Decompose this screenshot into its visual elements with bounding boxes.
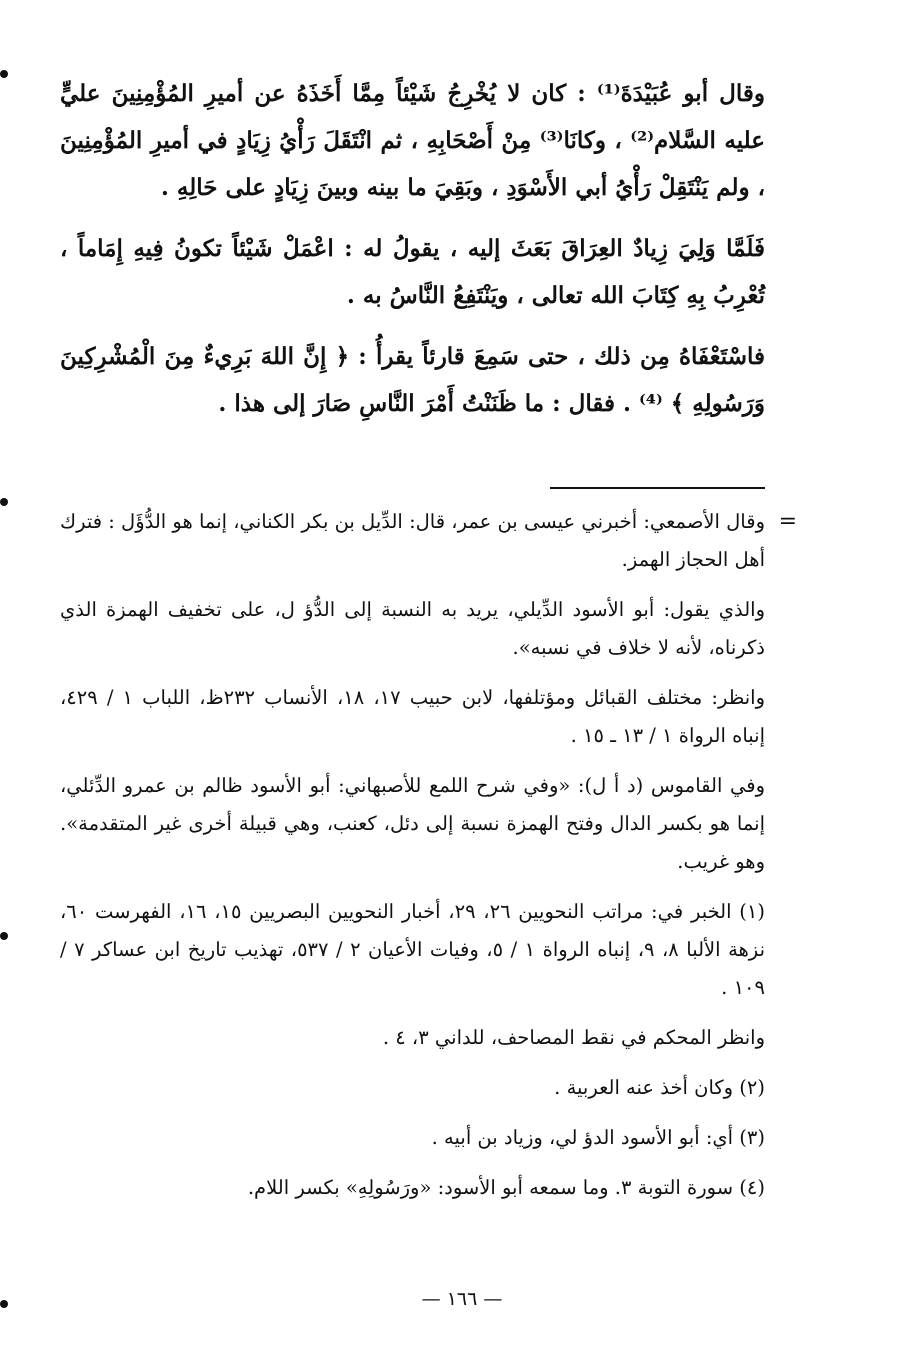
footnote-paragraph: وفي القاموس (د أ ل): «وفي شرح اللمع للأصبهاني: أبو الأسود ظالم بن عمرو الدِّئلي، إنما هو بكسر الدال وفتح الهمزة نسبة إلى دئل، كعنب، وهي قبيلة أخرى غير المتقدمة». وهو غريب. [60,774,765,873]
footnote-4: (٤) سورة التوبة ٣. وما سمعه أبو الأسود: «ورَسُولِهِ» بكسر اللام. [247,1176,765,1199]
margin-dot [0,932,8,940]
margin-dot [0,498,8,506]
margin-dot [0,70,8,78]
footnote-continuation [60,503,797,579]
footnote-3: (٣) أي: أبو الأسود الدؤ لي، وزياد بن أبيه . [431,1126,765,1149]
footnote-paragraph: والذي يقول: أبو الأسود الدِّيلي، يريد به النسبة إلى الدُّؤ ل، على تخفيف الهمزة الذي ذكرناه، لأنه لا خلاف في نسبه». [60,598,765,659]
page-number: — ١٦٦ — [421,1288,503,1310]
main-paragraph: فاسْتَعْفَاهُ مِن ذلك ، حتى سَمِعَ قارئاً يقرأُ : ﴿ إِنَّ اللهَ بَرِيءٌ مِنَ الْمُشْرِكِينَ وَرَسُولِهِ ﴾ ⁽⁴⁾ . فقال : ما ظَنَنْتُ أَمْرَ النَّاسِ صَارَ إلى هذا . [60,343,765,417]
footnote-separator-wrap [275,441,765,503]
main-paragraph: وقال أبو عُبَيْدَةَ⁽¹⁾ : كان لا يُخْرِجُ شَيْئاً مِمَّا أَخَذَهُ عن أميرِ المُؤْمِنِينَ عليٍّ عليه السَّلام⁽²⁾ ، وكانَا⁽³⁾ مِنْ أَصْحَابِهِ ، ثم انْتَقَلَ رَأْيُ زِيَادٍ في أميرِ المُؤْمِنِينَ ، ولم يَنْتَقِلْ رَأْيُ أبي الأَسْوَدِ ، وبَقِيَ ما بينه وبينَ زِيَادٍ على حَالِهِ . [60,80,765,201]
footnote-1: (١) الخبر في: مراتب النحويين ٢٦، ٢٩، أخبار النحويين البصريين ١٥، ١٦، الفهرست ٦٠، نزهة الألبا ٨، ٩، إنباه الرواة ١ / ٥، وفيات الأعيان ٢ / ٥٣٧، تهذيب تاريخ ابن عساكر ٧ / ١٠٩ . [60,900,765,999]
continuation-mark: = [778,509,797,534]
footnotes [60,503,797,1207]
footnote-text: وقال الأصمعي: أخبرني عيسى بن عمر، قال: الدِّيل بن بكر الكناني، إنما هو الدُّؤَل : فترك أهل الحجاز الهمز. [60,510,765,571]
footnote-separator [550,487,765,489]
footnote-paragraph: وانظر المحكم في نقط المصاحف، للداني ٣، ٤ . [382,1026,765,1049]
footnote-paragraph: وانظر: مختلف القبائل ومؤتلفها، لابن حبيب ١٧، ١٨، الأنساب ٢٣٢ظ، اللباب ١ / ٤٢٩، إنباه الرواة ١ / ١٣ ـ ١٥ . [60,686,765,747]
main-paragraph: فَلَمَّا وَلِيَ زِيادٌ العِرَاقَ بَعَثَ إليه ، يقولُ له : اعْمَلْ شَيْئاً تكونُ فِيهِ إِمَاماً ، تُعْرِبُ بِهِ كِتَابَ الله تعالى ، ويَنْتَفِعُ النَّاسُ به . [60,235,765,309]
main-text [60,70,765,427]
page-body [60,70,797,1219]
footnote-2: (٢) وكان أخذ عنه العربية . [554,1076,765,1099]
